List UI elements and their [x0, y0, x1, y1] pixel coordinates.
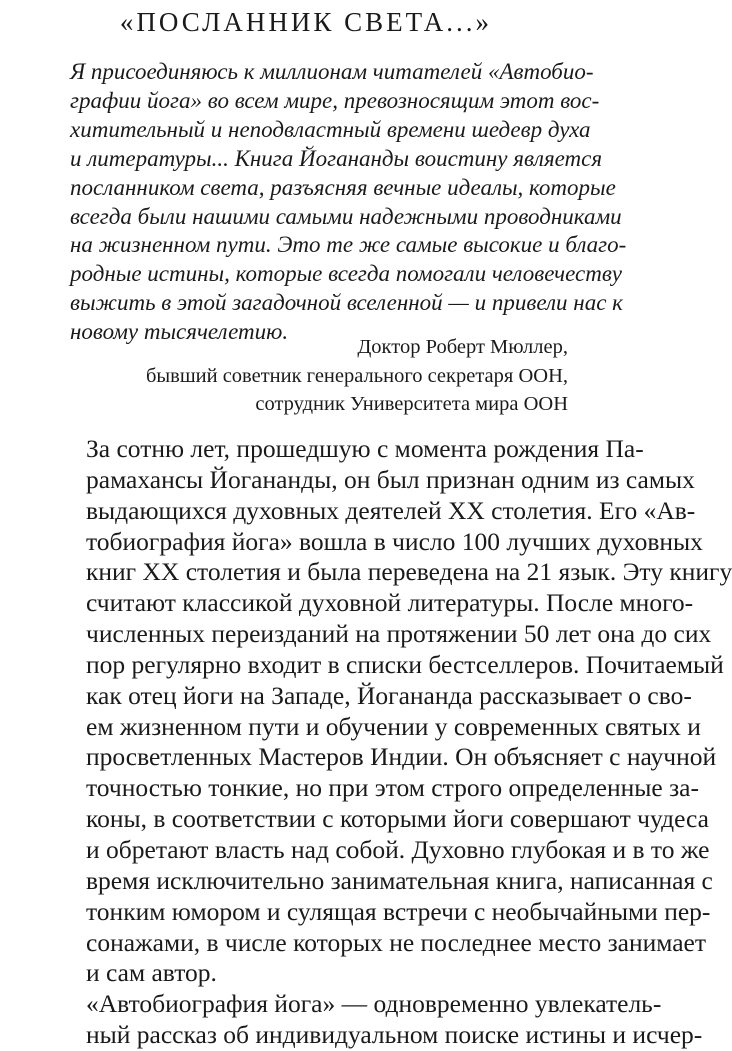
body-line: тонким юмором и сулящая встречи с необычайными пер- [86, 896, 711, 926]
body-line: коны, в соответствии с которыми йоги совершают чудеса [86, 804, 709, 834]
body-line: численных переизданий на протяжении 50 лет она до сих [86, 619, 712, 649]
body-line: точностью тонкие, но при этом строго определенные за- [86, 773, 699, 803]
attribution-line: сотрудник Университета мира ООН [255, 393, 568, 415]
body-line: выдающихся духовных деятелей XX столетия. Его «Ав- [86, 495, 696, 525]
quote-line: всегда были нашими самыми надежными проводниками [70, 203, 622, 229]
body-line: как отец йоги на Западе, Йогананда рассказывает о сво- [86, 680, 692, 710]
body-line: считают классикой духовной литературы. После много- [86, 588, 694, 618]
body-line: рамахансы Йогананды, он был признан одним из самых [86, 464, 695, 494]
body-line: сонажами, в числе которых не последнее место занимает [86, 927, 706, 957]
quote-attribution [146, 333, 568, 419]
body-line: ный рассказ об индивидуальном поиске истины и исчер- [86, 1020, 703, 1050]
body-line: книг XX столетия и была переведена на 21 язык. Эту книгу [86, 557, 732, 587]
attribution-line: Доктор Роберт Мюллер, [357, 336, 568, 358]
quote-line: выжить в этой загадочной вселенной — и привели нас к [70, 290, 623, 316]
body-line: ем жизненном пути и обучении у современных святых и [86, 711, 701, 741]
quote-line: родные истины, которые всегда помогали человечеству [70, 261, 623, 287]
quote-line: и литературы... Книга Йогананды воистину является [70, 145, 603, 171]
epigraph-quote [70, 58, 627, 347]
body-line: За сотню лет, прошедшую с момента рождения Па- [86, 434, 644, 463]
body-line: «Автобиография йога» — одновременно увлекатель- [86, 989, 662, 1019]
body-line: и обретают власть над собой. Духовно глубокая и в то же [86, 834, 710, 864]
body-line: тобиография йога» вошла в число 100 лучших духовных [86, 526, 703, 556]
body-line: и сам автор. [86, 958, 217, 988]
quote-line: новому тысячелетию. [70, 319, 289, 345]
quote-line: графии йога» во всем мире, превозносящим этот вос- [70, 87, 600, 113]
quote-line: Я присоединяюсь к миллионам читателей «Автобио- [70, 59, 594, 84]
page-heading: «ПОСЛАННИК СВЕТА...» [119, 7, 493, 37]
body-paragraphs [86, 434, 732, 1051]
attribution-line: бывший советник генерального секретаря ООН, [145, 364, 568, 387]
body-line: время исключительно занимательная книга, написанная с [86, 865, 713, 895]
body-line: пор регулярно входит в списки бестселлеров. Почитаемый [86, 649, 724, 679]
body-line: просветленных Мастеров Индии. Он объясняет с научной [86, 742, 717, 772]
quote-line: посланником света, разъясняя вечные идеалы, которые [70, 174, 616, 200]
quote-line: хитительный и неподвластный времени шедевр духа [70, 116, 591, 142]
quote-line: на жизненном пути. Это те же самые высокие и благо- [70, 232, 627, 258]
